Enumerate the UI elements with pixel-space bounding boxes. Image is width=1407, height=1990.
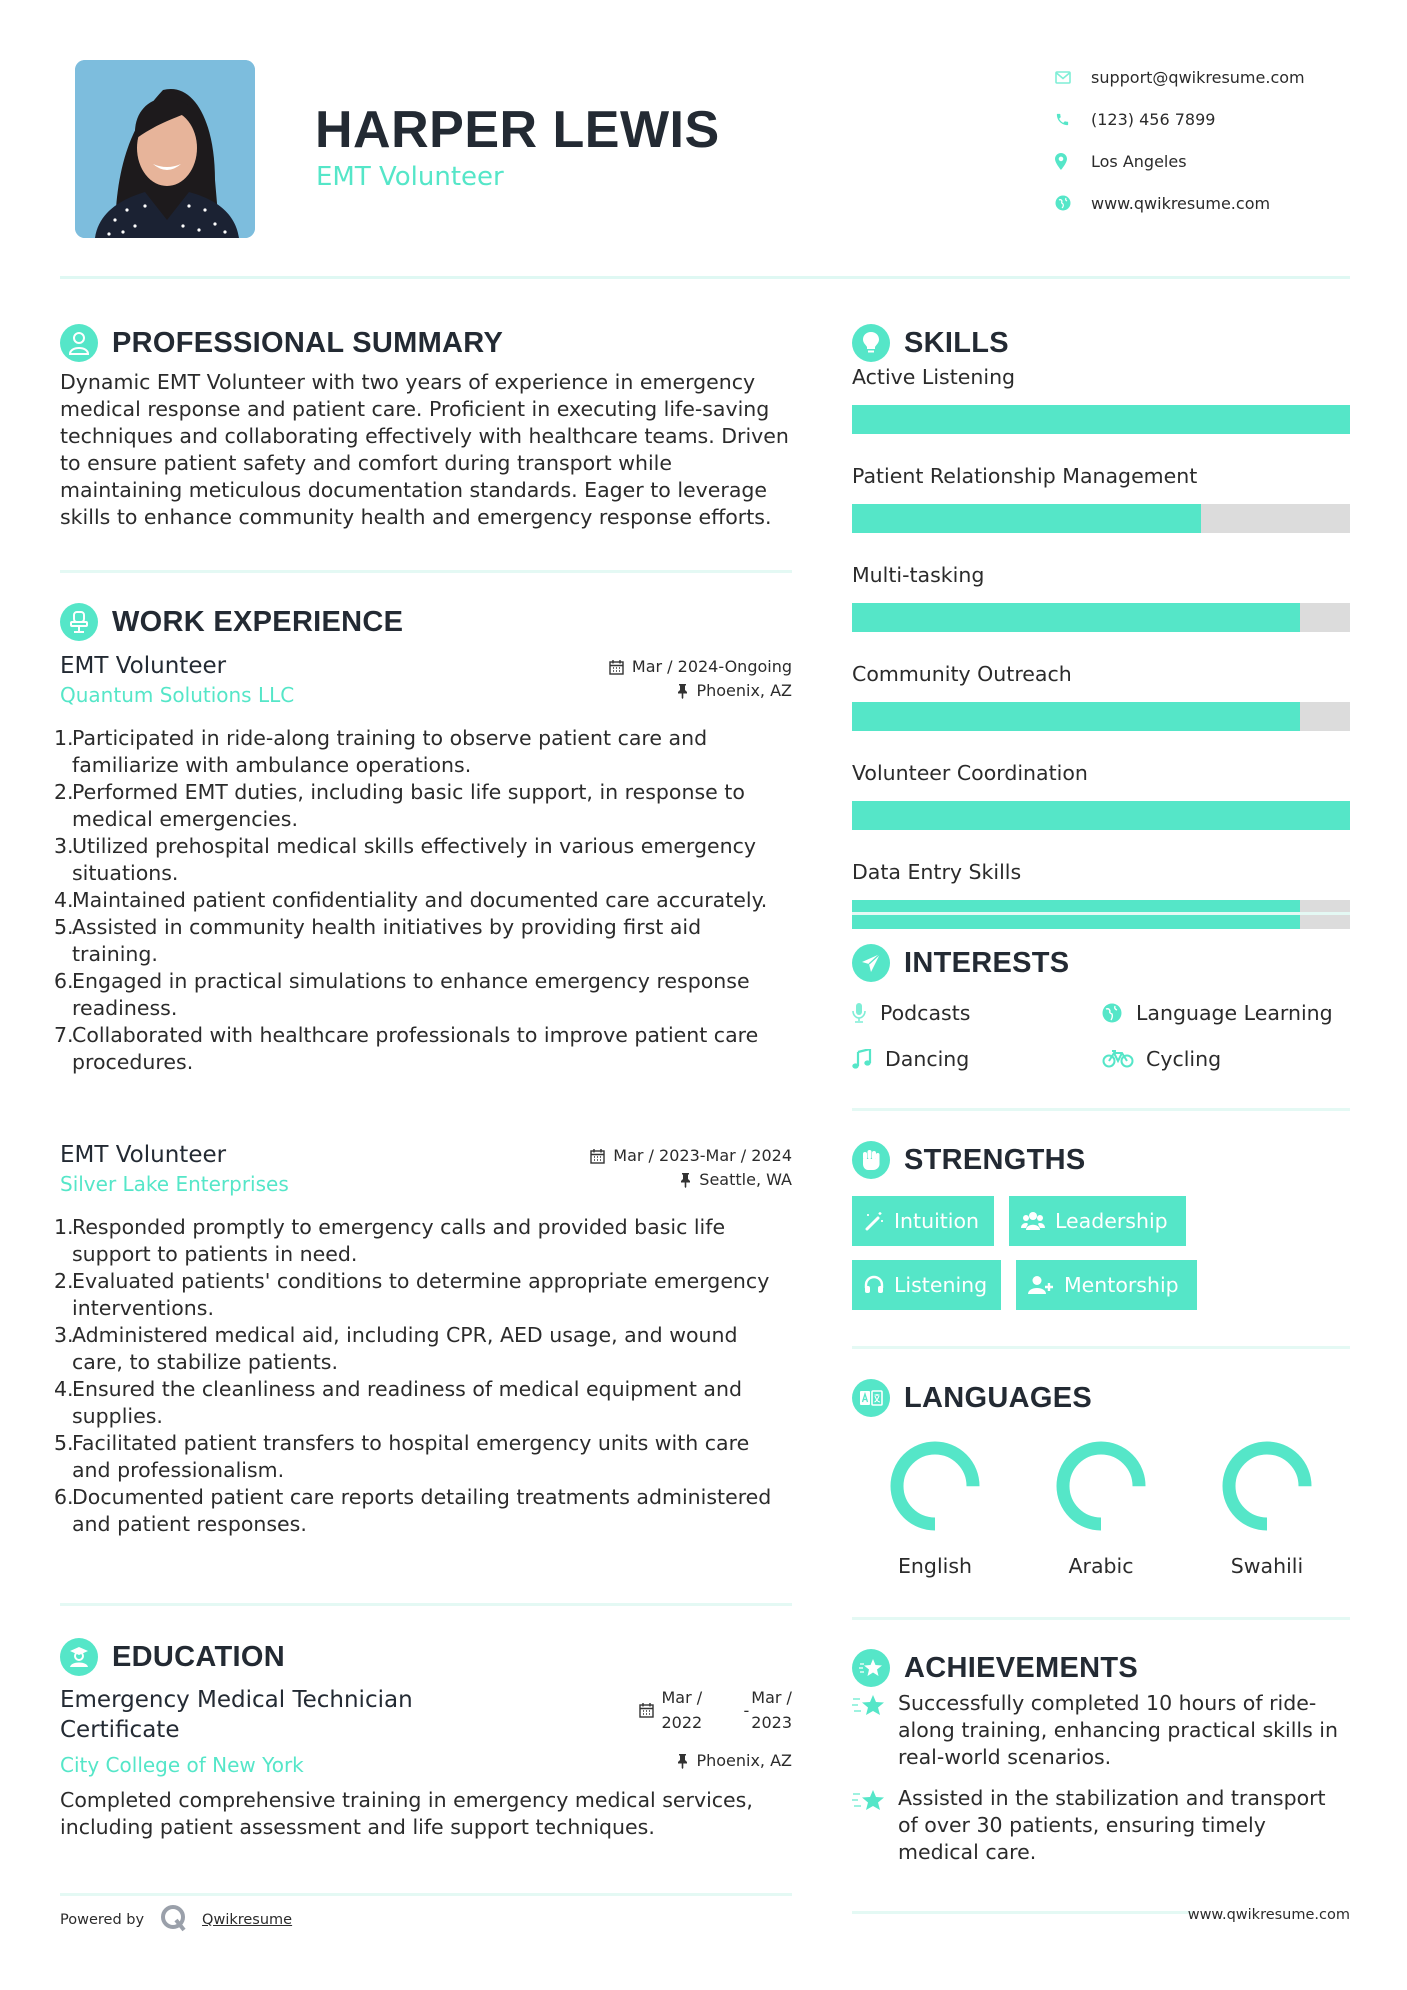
interest-label: Dancing [885, 1047, 970, 1071]
education-dates [639, 1685, 793, 1735]
strength-label: Listening [894, 1273, 988, 1297]
strength-label: Leadership [1055, 1209, 1168, 1233]
school-name: City College of New York [60, 1753, 304, 1777]
user-plus-icon [1028, 1275, 1054, 1295]
section-title: EDUCATION [112, 1640, 285, 1673]
section-title: PROFESSIONAL SUMMARY [112, 326, 504, 359]
list-item: 1. Responded promptly to emergency calls and provided basic life support to patients in need. [54, 1215, 726, 1266]
skill-item [852, 858, 1350, 929]
skill-label: Active Listening [852, 365, 1016, 389]
section-heading [60, 602, 792, 642]
headphones-icon [864, 1275, 884, 1295]
end-year: 2023 [751, 1713, 792, 1732]
language-progress-ring [1221, 1440, 1313, 1532]
education-entry [60, 1685, 792, 1841]
skill-label: Multi-tasking [852, 563, 985, 587]
professional-summary-section [60, 323, 792, 531]
section-divider [60, 570, 792, 573]
microphone-icon [852, 1003, 880, 1023]
contact-list [1055, 56, 1355, 224]
achievement-item [852, 1785, 1350, 1866]
skill-bar-fill [852, 702, 1300, 731]
section-heading [852, 943, 1350, 983]
section-title: INTERESTS [904, 946, 1070, 979]
list-item: 5. Assisted in community health initiatives by providing first aid training. [54, 915, 702, 966]
pushpin-icon [680, 1172, 691, 1188]
qwikresume-logo-icon [160, 1904, 188, 1936]
section-divider [852, 1108, 1350, 1111]
list-item: 3. Administered medical aid, including CPR, AED usage, and wound care, to stabilize patients. [54, 1323, 738, 1374]
date-separator: - [743, 1700, 750, 1720]
section-title: SKILLS [904, 326, 1009, 359]
languages-section [852, 1378, 1350, 1578]
list-item: 4. Ensured the cleanliness and readiness of medical equipment and supplies. [54, 1377, 742, 1428]
list-item: 6. Engaged in practical simulations to enhance emergency response readiness. [54, 969, 750, 1020]
strength-label: Intuition [894, 1209, 980, 1233]
contact-phone-text: (123) 456 7899 [1091, 109, 1216, 129]
achievements-section [852, 1648, 1350, 1866]
language-item [1184, 1440, 1350, 1578]
list-item: 2. Performed EMT duties, including basic life support, in response to medical emergencies. [54, 780, 745, 831]
section-divider [60, 1603, 792, 1606]
job-header [60, 651, 792, 681]
job-entry [54, 651, 792, 1076]
education-header [60, 1685, 792, 1745]
pushpin-icon [677, 683, 688, 699]
job-dates [590, 1146, 792, 1165]
skills-list [852, 363, 1350, 929]
person-photo-illustration [75, 60, 255, 238]
skill-label: Patient Relationship Management [852, 464, 1198, 488]
language-label: Arabic [1068, 1554, 1134, 1578]
job-entry [54, 1140, 792, 1538]
skill-bar-fill [852, 603, 1300, 632]
footer-url[interactable]: www.qwikresume.com [1187, 1907, 1350, 1923]
job-subheader [60, 681, 792, 709]
calendar-icon [590, 1148, 605, 1164]
summary-text: Dynamic EMT Volunteer with two years of experience in emergency medical response and patient care. Proficient in executing life-saving techniques and collaborating effectively with healthcare teams. Driven to ensure patient safety and comfort during transport while maintaining meticulous documentation standards. Eager to leverage skills to enhance community health and emergency response efforts. [60, 370, 789, 529]
job-location-text: Phoenix, AZ [696, 681, 792, 700]
job-dates [609, 657, 792, 676]
section-heading [60, 1637, 792, 1677]
strength-chip [852, 1260, 1001, 1310]
interest-label: Language Learning [1136, 1001, 1333, 1025]
job-title: EMT Volunteer [60, 1142, 227, 1168]
job-bullets [54, 1214, 792, 1538]
job-bullets [54, 725, 792, 1076]
phone-icon [1055, 112, 1091, 127]
user-icon [60, 324, 98, 362]
achievement-text: Successfully completed 10 hours of ride-along training, enhancing practical skills in real-world scenarios. [898, 1691, 1338, 1769]
skill-bar [852, 405, 1350, 434]
list-item: 4. Maintained patient confidentiality and documented care accurately. [54, 888, 768, 912]
list-item: 3. Utilized prehospital medical skills effectively in various emergency situations. [54, 834, 757, 885]
skill-bar [852, 603, 1350, 632]
achievement-item [852, 1690, 1350, 1771]
interest-item [852, 1043, 1102, 1075]
powered-by [60, 1904, 292, 1936]
company-name: Silver Lake Enterprises [60, 1172, 289, 1196]
list-item: 7. Collaborated with healthcare professionals to improve patient care procedures. [54, 1023, 759, 1074]
star-badge-icon [852, 1649, 890, 1687]
end-month: Mar / [751, 1688, 792, 1707]
lightbulb-icon [852, 324, 890, 362]
list-item: 5. Facilitated patient transfers to hospital emergency units with care and professionalism. [54, 1431, 750, 1482]
footer-divider [852, 1911, 1192, 1914]
job-subheader [60, 1170, 792, 1198]
section-divider [852, 1346, 1350, 1349]
header-divider [60, 276, 1350, 279]
interests-section [852, 943, 1350, 1075]
contact-phone[interactable] [1055, 98, 1355, 140]
magic-wand-icon [864, 1211, 884, 1231]
candidate-title: EMT Volunteer [316, 162, 504, 192]
job-location [680, 1170, 792, 1189]
contact-email[interactable] [1055, 56, 1355, 98]
strength-chip [1016, 1260, 1197, 1310]
language-label: Swahili [1230, 1554, 1304, 1578]
job-location [677, 681, 792, 700]
strengths-list [852, 1196, 1272, 1310]
fist-icon [852, 1141, 890, 1179]
language-label: English [897, 1554, 973, 1578]
language-progress-ring [889, 1440, 981, 1532]
language-icon [852, 1379, 890, 1417]
list-item: 1. Participated in ride-along training to observe patient care and familiarize with ambulance operations. [54, 726, 708, 777]
language-item [1018, 1440, 1184, 1578]
job-title: EMT Volunteer [60, 653, 227, 679]
paper-plane-icon [852, 944, 890, 982]
section-heading [852, 323, 1350, 363]
footer-divider [60, 1893, 792, 1896]
contact-email-text: support@qwikresume.com [1091, 67, 1305, 87]
pushpin-icon [677, 1753, 688, 1769]
skill-bar-fill [852, 405, 1350, 434]
section-heading [852, 1378, 1350, 1418]
section-heading [852, 1648, 1350, 1688]
strength-chip [852, 1196, 994, 1246]
contact-location [1055, 140, 1355, 182]
interests-list [852, 997, 1350, 1075]
job-header [60, 1140, 792, 1170]
skill-bar [852, 504, 1350, 533]
star-icon [852, 1690, 898, 1771]
skill-item [852, 759, 1350, 830]
skill-bar-fill [852, 801, 1350, 830]
section-divider [852, 1617, 1350, 1620]
job-dates-text: Mar / 2024-Ongoing [631, 657, 792, 676]
graduate-icon [60, 1638, 98, 1676]
calendar-icon [609, 659, 624, 675]
skill-item [852, 363, 1350, 434]
section-divider [852, 912, 1350, 915]
languages-list [852, 1440, 1350, 1578]
skill-label: Community Outreach [852, 662, 1072, 686]
skill-bar-fill [852, 504, 1201, 533]
office-chair-icon [60, 603, 98, 641]
skill-label: Volunteer Coordination [852, 761, 1088, 785]
achievements-list [852, 1690, 1350, 1866]
profile-photo [75, 60, 255, 238]
degree-name: Emergency Medical Technician Certificate [60, 1687, 413, 1743]
skill-label: Data Entry Skills [852, 860, 1022, 884]
contact-website-text: www.qwikresume.com [1091, 193, 1271, 213]
skill-item [852, 660, 1350, 731]
globe-icon [1055, 195, 1091, 211]
skill-item [852, 561, 1350, 632]
language-item [852, 1440, 1018, 1578]
education-subheader [60, 1751, 792, 1779]
calendar-icon [639, 1702, 654, 1718]
section-heading [60, 323, 792, 363]
section-title: STRENGTHS [904, 1143, 1086, 1176]
education-location-text: Phoenix, AZ [696, 1751, 792, 1770]
job-location-text: Seattle, WA [699, 1170, 792, 1189]
candidate-name: HARPER LEWIS [315, 101, 720, 159]
company-name: Quantum Solutions LLC [60, 683, 295, 707]
strength-label: Mentorship [1064, 1273, 1179, 1297]
powered-by-label: Powered by [60, 1912, 145, 1928]
section-title: WORK EXPERIENCE [112, 605, 404, 638]
list-item: 2. Evaluated patients' conditions to determine appropriate emergency interventions. [54, 1269, 770, 1320]
education-description: Completed comprehensive training in emergency medical services, including patient assessment and life support techniques. [60, 1788, 753, 1839]
section-title: ACHIEVEMENTS [904, 1651, 1139, 1684]
section-heading [852, 1140, 1350, 1180]
work-experience-section [54, 602, 792, 1076]
contact-location-text: Los Angeles [1091, 151, 1187, 171]
skill-bar [852, 702, 1350, 731]
music-note-icon [852, 1049, 885, 1069]
interest-label: Podcasts [880, 1001, 971, 1025]
skills-section [852, 323, 1350, 957]
interest-label: Cycling [1146, 1047, 1222, 1071]
contact-website[interactable] [1055, 182, 1355, 224]
star-icon [852, 1785, 898, 1866]
achievement-text: Assisted in the stabilization and transport of over 30 patients, ensuring timely medical care. [898, 1786, 1326, 1864]
start-month: Mar / [661, 1688, 703, 1707]
strength-chip [1009, 1196, 1186, 1246]
interest-item [1102, 997, 1350, 1029]
strengths-section [852, 1140, 1350, 1310]
education-location [677, 1751, 792, 1770]
map-pin-icon [1055, 153, 1091, 170]
interest-item [1102, 1043, 1350, 1075]
interest-item [852, 997, 1102, 1029]
section-title: LANGUAGES [904, 1381, 1092, 1414]
envelope-icon [1055, 71, 1091, 84]
language-progress-ring [1055, 1440, 1147, 1532]
education-section [60, 1637, 792, 1841]
globe-icon [1102, 1003, 1136, 1023]
qwikresume-link[interactable]: Qwikresume [202, 1912, 293, 1928]
start-year: 2022 [661, 1713, 703, 1732]
skill-item [852, 462, 1350, 533]
users-icon [1021, 1211, 1045, 1231]
skill-bar [852, 801, 1350, 830]
job-dates-text: Mar / 2023-Mar / 2024 [613, 1146, 792, 1165]
list-item: 6. Documented patient care reports detailing treatments administered and patient responses. [54, 1485, 772, 1536]
bicycle-icon [1102, 1050, 1146, 1068]
